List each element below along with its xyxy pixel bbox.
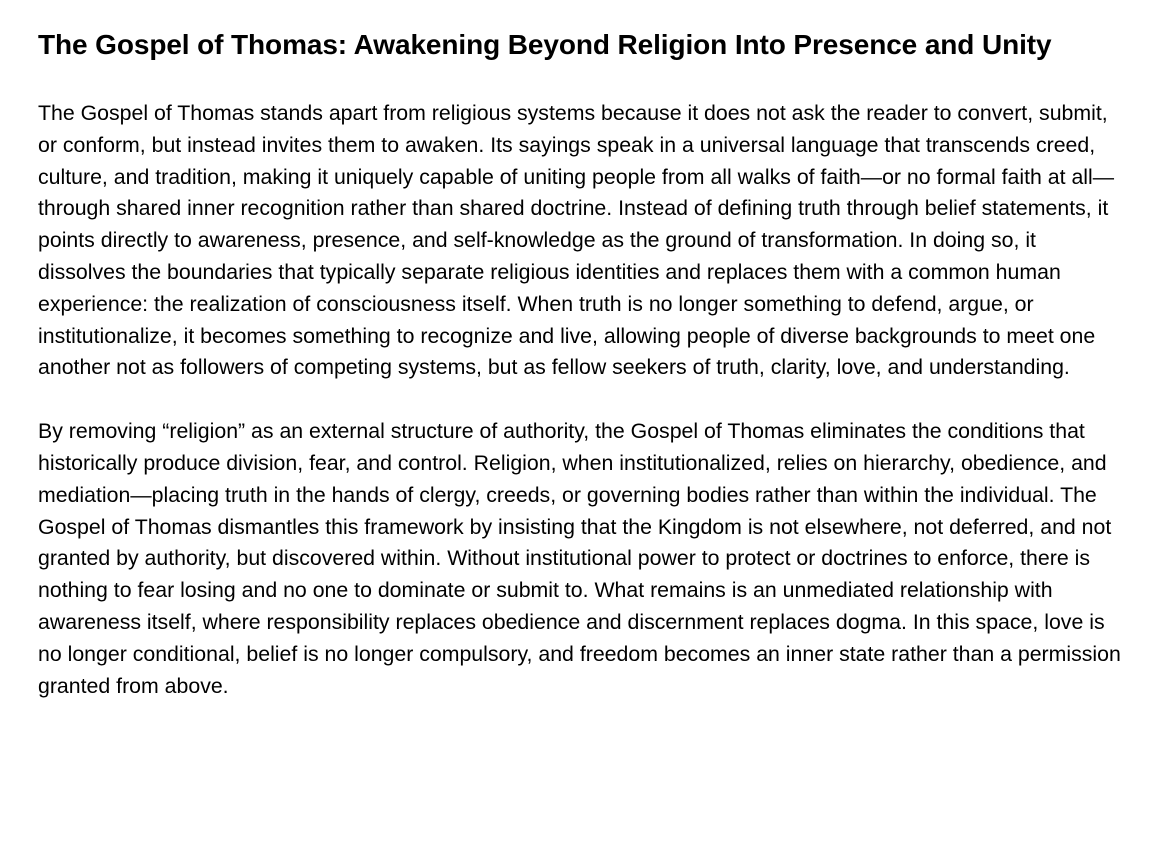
paragraph-2: By removing “religion” as an external structure of authority, the Gospel of Thomas eliminates the conditions that historically produce division, fear, and control. Religion, when institutionalized, relies on hierarchy, obedience, and mediation—placing truth in the hands of clergy, creeds, or governing bodies rather than within the individual. The Gospel of Thomas dismantles this framework by insisting that the Kingdom is not elsewhere, not deferred, and not granted by authority, but discovered within. Without institutional power to protect or doctrines to enforce, there is nothing to fear losing and no one to dominate or submit to. What remains is an unmediated relationship with awareness itself, where responsibility replaces obedience and discernment replaces dogma. In this space, love is no longer conditional, belief is no longer compulsory, and freedom becomes an inner state rather than a permission granted from above.	[38, 419, 1121, 698]
paragraph-1: The Gospel of Thomas stands apart from religious systems because it does not ask the reader to convert, submit, or conform, but instead invites them to awaken. Its sayings speak in a universal language that transcends creed, culture, and tradition, making it uniquely capable of uniting people from all walks of faith—or no formal faith at all—through shared inner recognition rather than shared doctrine. Instead of defining truth through belief statements, it points directly to awareness, presence, and self-knowledge as the ground of transformation. In doing so, it dissolves the boundaries that typically separate religious identities and replaces them with a common human experience: the realization of consciousness itself. When truth is no longer something to defend, argue, or institutionalize, it becomes something to recognize and live, allowing people of diverse backgrounds to meet one another not as followers of competing systems, but as fellow seekers of truth, clarity, love, and understanding.	[38, 101, 1115, 380]
document-title: The Gospel of Thomas: Awakening Beyond Religion Into Presence and Unity	[38, 29, 1052, 60]
